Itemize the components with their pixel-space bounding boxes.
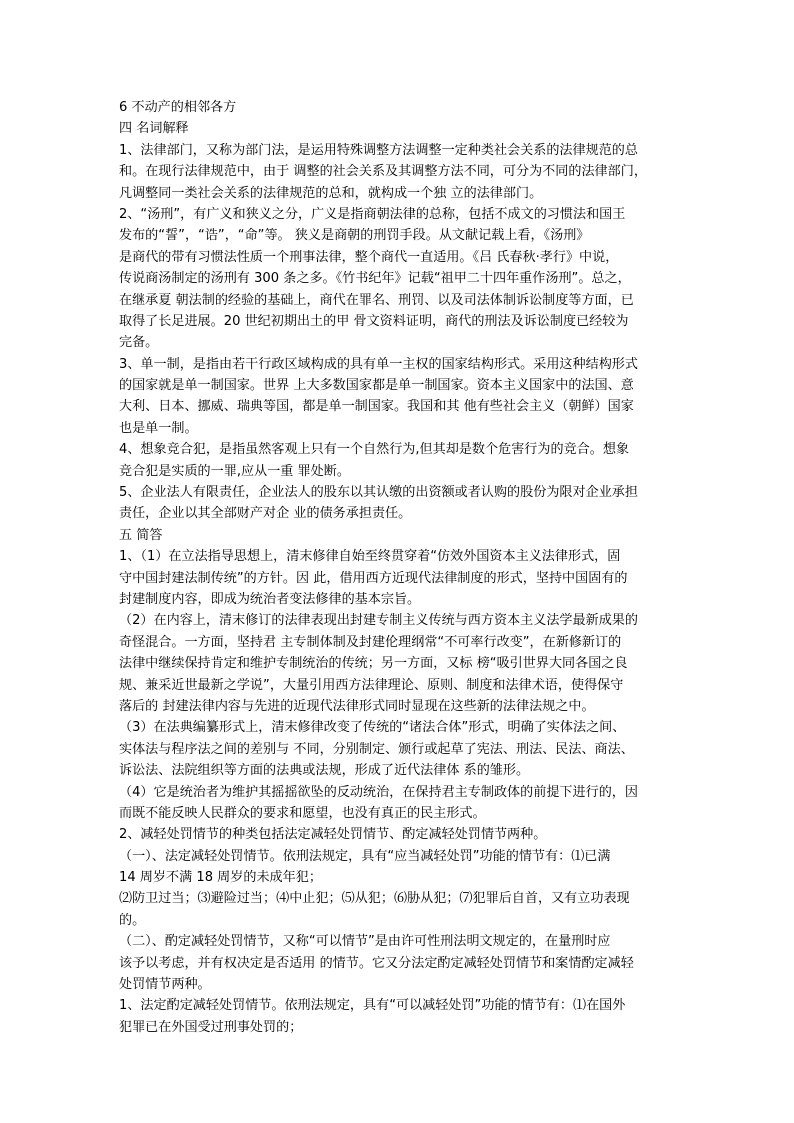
- text-line: 封建制度内容，即成为统治者变法修律的基本宗旨。: [119, 591, 421, 607]
- text-line: ⑵防卫过当；⑶避险过当；⑷中止犯；⑸从犯；⑹胁从犯；⑺犯罪后自首，又有立功表现: [119, 891, 630, 907]
- text-line: 5、企业法人有限责任，企业法人的股东以其认缴的出资额或者认购的股份为限对企业承担: [119, 485, 638, 501]
- text-line: 而既不能反映人民群众的要求和愿望，也没有真正的民主形式。: [119, 805, 486, 821]
- text-line: 落后的 封建法律内容与先进的近现代法律形式同时显现在这些新的法律法规之中。: [119, 698, 595, 714]
- text-line: 1、法律部门，又称为部门法，是运用特殊调整方法调整一定种类社会关系的法律规范的总: [119, 142, 638, 158]
- text-line: 传说商汤制定的汤刑有 300 条之多。《竹书纪年》记载“祖甲二十四年重作汤刑”。总之，: [119, 271, 631, 287]
- text-line: 在继承夏 朝法制的经验的基础上，商代在罪名、刑罚、以及司法体制诉讼制度等方面，已: [119, 292, 634, 308]
- text-line: （一）、法定减轻处罚情节。依刑法规定，具有“应当减轻处罚”功能的情节有：⑴已满: [119, 848, 611, 864]
- text-line: （二）、酌定减轻处罚情节，又称“可以情节”是由许可性刑法明文规定的，在量刑时应: [119, 934, 611, 950]
- text-line: 完备。: [119, 335, 159, 351]
- text-line: （3）在法典编纂形式上，清末修律改变了传统的“诸法合体”形式，明确了实体法之间、: [119, 720, 626, 736]
- text-line: （2）在内容上，清末修订的法律表现出封建专制主义传统与西方资本主义法学最新成果的: [119, 613, 638, 629]
- text-line: 的。: [119, 912, 146, 928]
- text-line: 实体法与程序法之间的差别与 不同，分别制定、颁行或起草了宪法、刑法、民法、商法、: [119, 741, 634, 757]
- text-line: 法律中继续保持肯定和维护专制统治的传统；另一方面，又标 榜“吸引世界大同各国之良: [119, 656, 628, 672]
- text-line: 竞合犯是实质的一罪,应从一重 罪处断。: [119, 463, 350, 479]
- text-line: 取得了长足进展。20 世纪初期出土的甲 骨文资料证明，商代的刑法及诉讼制度已经较为: [119, 313, 629, 329]
- text-line: 责任，企业以其全部财产对企 业的债务承担责任。: [119, 506, 412, 522]
- text-line: 奇怪混合。一方面，坚持君 主专制体制及封建伦理纲常“不可率行改变”，在新修新订的: [119, 634, 622, 650]
- section-heading: 四 名词解释: [119, 121, 189, 137]
- text-line: 也是单一制。: [119, 420, 198, 436]
- text-line: 规、兼采近世最新之学说”，大量引用西方法律理论、原则、制度和法律术语，使得保守: [119, 677, 624, 693]
- text-line: [119, 1038, 684, 1059]
- text-line: 4、想象竞合犯，是指虽然客观上只有一个自然行为,但其却是数个危害行为的竞合。想象: [119, 442, 630, 458]
- text-line: 1、（1）在立法指导思想上，清末修律自始至终贯穿着“仿效外国资本主义法律形式，固: [119, 549, 621, 565]
- text-line: 14 周岁不满 18 周岁的未成年犯；: [119, 870, 322, 886]
- text-line: 该予以考虑，并有权决定是否适用 的情节。它又分法定酌定减轻处罚情节和案情酌定减轻: [119, 955, 634, 971]
- text-line: 凡调整同一类社会关系的法律规范的总和，就构成一个独 立的法律部门。: [119, 185, 543, 201]
- text-line: 发布的“誓”，“诰”，“命”等。 狭义是商朝的刑罚手段。从文献记载上看，《汤刑》: [119, 228, 590, 244]
- section-heading: 五 简答: [119, 527, 163, 543]
- text-line: 3、单一制，是指由若干行政区域构成的具有单一主权的国家结构形式。采用这种结构形式: [119, 356, 638, 372]
- text-line: 2、减轻处罚情节的种类包括法定减轻处罚情节、酌定减轻处罚情节两种。: [119, 827, 547, 843]
- text-line: 和。在现行法律规范中，由于 调整的社会关系及其调整方法不同，可分为不同的法律部门，: [119, 164, 647, 180]
- text-line: 犯罪已在外国受过刑事处罚的；: [119, 1019, 303, 1035]
- text-line: 诉讼法、法院组织等方面的法典或法规，形成了近代法律体 系的雏形。: [119, 763, 530, 779]
- text-line: 1、法定酌定减轻处罚情节。依刑法规定，具有“可以减轻处罚”功能的情节有：⑴在国外: [119, 998, 626, 1014]
- text-line: 处罚情节两种。: [119, 977, 211, 993]
- text-line: （4）它是统治者为维护其摇摇欲坠的反动统治，在保持君主专制政体的前提下进行的，因: [119, 784, 638, 800]
- text-line: 守中国封建法制传统”的方针。因 此，借用西方近现代法律制度的形式，坚持中国固有的: [119, 570, 628, 586]
- text-line: 是商代的带有习惯法性质一个刑事法律，整个商代一直适用。《吕 氏春秋·孝行》中说，: [119, 249, 619, 265]
- text-line: 的国家就是单一制国家。世界 上大多数国家都是单一制国家。资本主义国家中的法国、意: [119, 378, 634, 394]
- text-line: 6 不动产的相邻各方: [119, 100, 237, 115]
- text-line: 大利、日本、挪威、瑞典等国，都是单一制国家。我国和其 他有些社会主义（朝鲜）国家: [119, 399, 634, 415]
- text-line: 2、“汤刑”，有广义和狭义之分，广义是指商朝法律的总称，包括不成文的习惯法和国王: [119, 206, 626, 222]
